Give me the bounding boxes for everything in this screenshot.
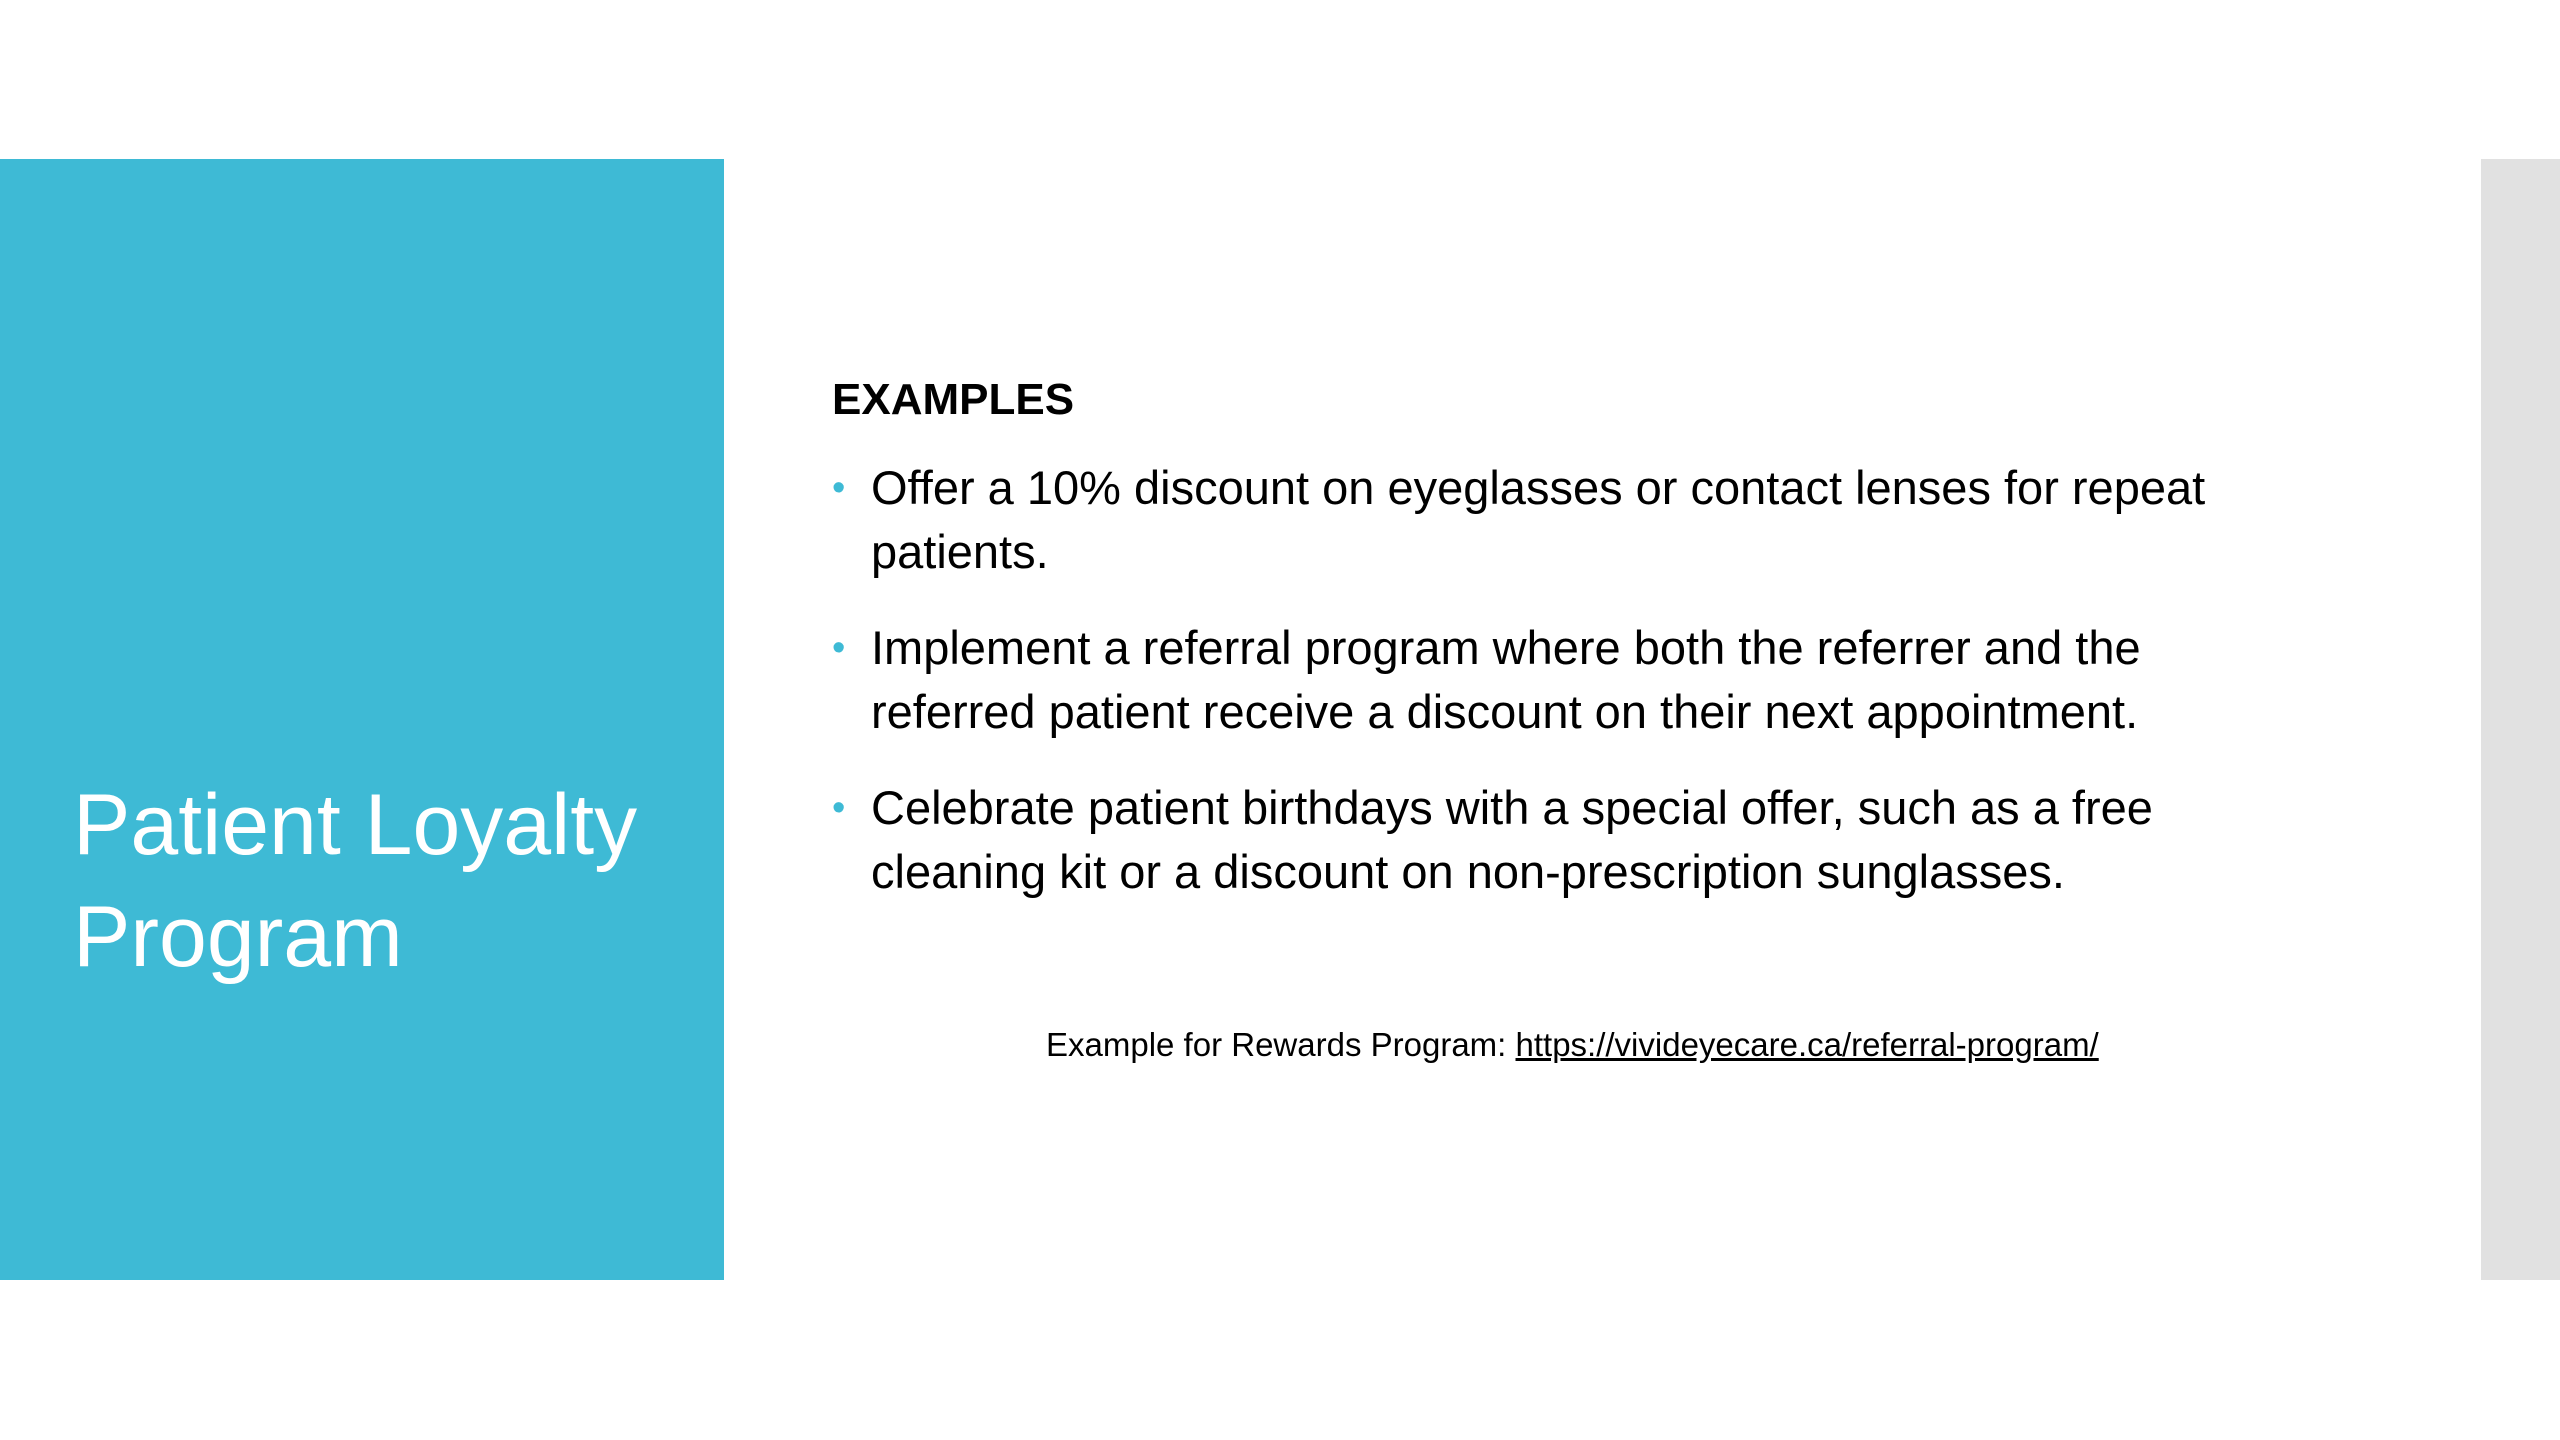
bullet-item	[832, 616, 2272, 744]
bullet-dot-icon: •	[832, 467, 846, 509]
rewards-program-note	[1046, 1018, 2099, 1072]
bullet-text: Offer a 10% discount on eyeglasses or contact lenses for repeat patients.	[871, 461, 2206, 578]
slide-title: Patient Loyalty Program	[73, 777, 638, 985]
right-accent-bar	[2481, 159, 2560, 1280]
title-panel	[0, 159, 724, 1280]
referral-program-link[interactable]: https://vivideyecare.ca/referral-program/	[1515, 1026, 2099, 1063]
content-area	[832, 366, 2272, 936]
bullet-dot-icon: •	[832, 787, 846, 829]
section-heading: EXAMPLES	[832, 375, 1075, 424]
bullet-dot-icon: •	[832, 627, 846, 669]
note-prefix: Example for Rewards Program:	[1046, 1026, 1516, 1063]
bullet-item	[832, 776, 2272, 904]
bullet-item	[832, 456, 2272, 584]
bullet-text: Implement a referral program where both the referrer and the referred patient receive a discount on their next appointment.	[871, 621, 2141, 738]
bullet-list	[832, 456, 2272, 904]
bullet-text: Celebrate patient birthdays with a special offer, such as a free cleaning kit or a discount on non-prescription sunglasses.	[871, 781, 2153, 898]
